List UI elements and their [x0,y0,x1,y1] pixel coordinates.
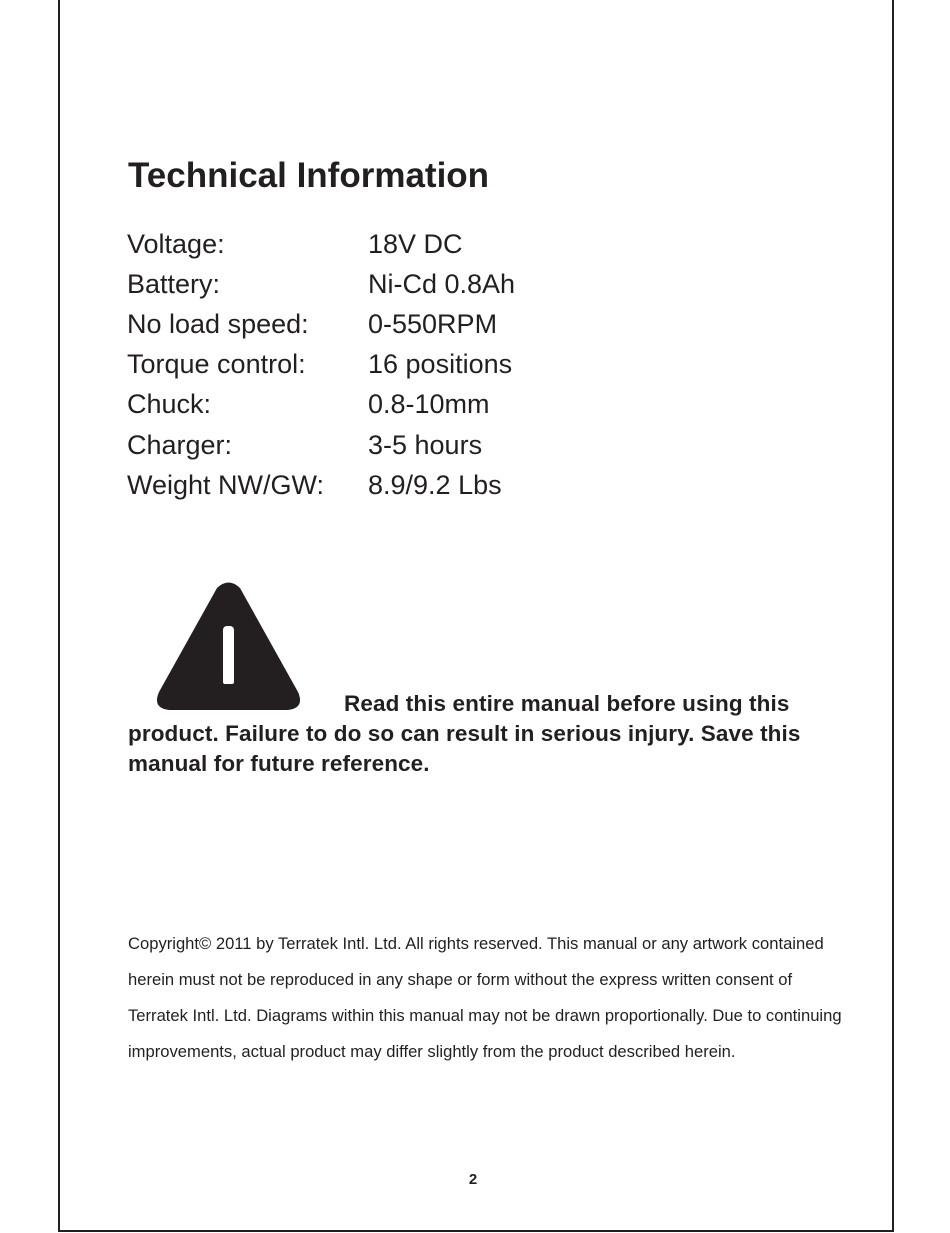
copyright-notice: Copyright© 2011 by Terratek Intl. Ltd. All rights reserved. This manual or any artwork contained herein must not be reproduced in any shape or form without the express written consent of Terratek Intl. Ltd. Diagrams within this manual may not be drawn proportionally. Due to continuing improvements, actual product may differ slightly from the product described herein. [128,934,842,1061]
page-title: Technical Information [128,156,490,195]
spec-row-voltage [127,224,515,264]
spec-label: No load speed: [127,308,309,339]
spec-label: Chuck: [127,389,212,420]
spec-row-chuck [127,385,515,425]
spec-row-battery [127,264,515,304]
spec-row-charger [127,425,515,465]
spec-table [127,224,515,505]
spec-value: 0.8-10mm [368,389,490,420]
page-number: 2 [468,1171,478,1188]
spec-value: 3-5 hours [368,429,483,460]
spec-value: 8.9/9.2 Lbs [368,469,502,500]
spec-value: 18V DC [368,228,463,259]
spec-label: Weight NW/GW: [127,469,325,500]
spec-label: Charger: [127,429,233,460]
spec-value: Ni-Cd 0.8Ah [368,268,516,299]
warning-text: Read this entire manual before using this product. Failure to do so can result in serious injury. Save this manual for future reference. [128,691,801,776]
spec-label: Battery: [127,268,221,299]
spec-value: 0-550RPM [368,308,498,339]
spec-value: 16 positions [368,349,513,380]
spec-label: Voltage: [127,228,225,259]
spec-row-weight [127,465,515,505]
spec-label: Torque control: [127,349,306,380]
spec-row-torque-control [127,345,515,385]
spec-row-no-load-speed [127,304,515,344]
